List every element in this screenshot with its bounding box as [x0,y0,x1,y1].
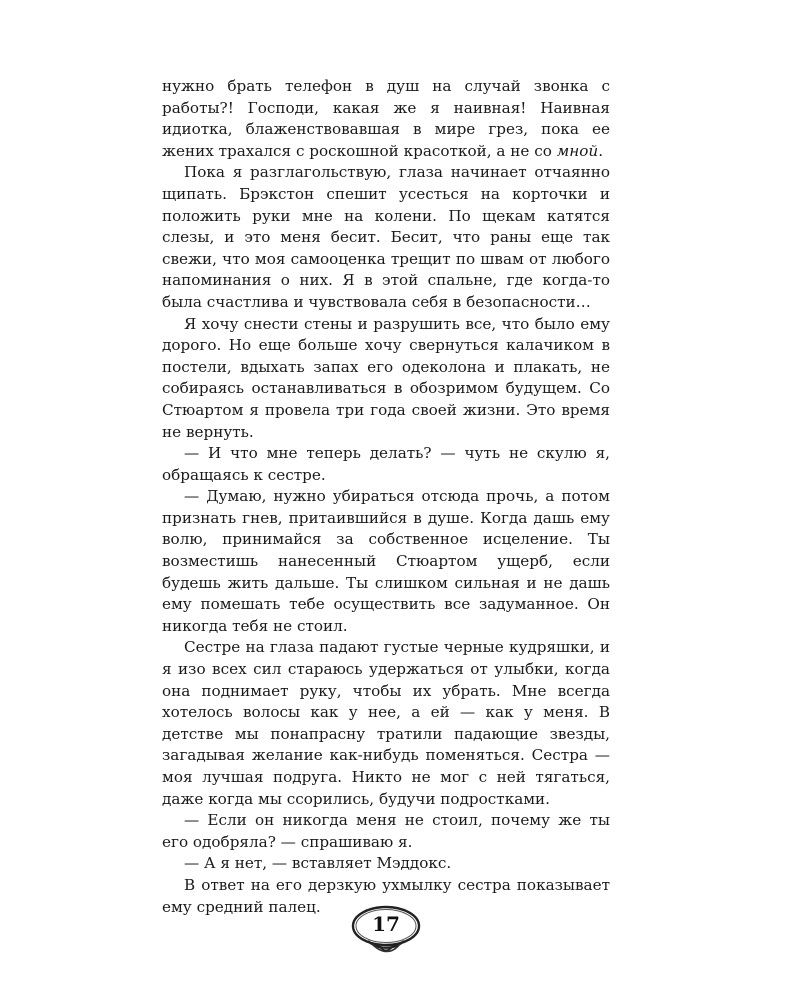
paragraph: — И что мне теперь делать? — чуть не скулю я, обращаясь к сестре. [162,444,610,484]
paragraph: Пока я разглагольствую, глаза начинает отчаянно щипать. Брэкстон спешит усесться на корточки и положить руки мне на колени. По щекам катятся слезы, и это меня бесит. Бесит, что раны еще так свежи, что моя самооценка трещит по швам от любого напоминания о них. Я в этой спальне, где когда-то была счастлива и чувствовала себя в безопасности… [162,163,610,311]
italic-text-run: мной [556,141,599,160]
paragraph: — Думаю, нужно убираться отсюда прочь, а потом признать гнев, притаившийся в душе. Когда дашь ему волю, принимайся за собственное исцеление. Ты возместишь нанесенный Стюартом ущерб, если будешь жить дальше. Ты слишком сильная и не дашь ему помешать тебе осуществить все задуманное. Он никогда тебя не стоил. [162,487,610,635]
paragraph: Сестре на глаза падают густые черные кудряшки, и я изо всех сил стараюсь удержаться от улыбки, когда она поднимает руку, чтобы их убрать. Мне всегда хотелось волосы как у нее, а ей — как у меня. В детстве мы понапрасну тратили падающие звезды, загадывая желание как-нибудь поменяться. Сестра — моя лучшая подруга. Никто не мог с ней тягаться, даже когда мы ссорились, будучи подростками. [162,638,610,808]
text-run: . [598,141,604,160]
paragraph: — А я нет, — вставляет Мэддокс. [184,854,452,873]
text-run: нужно брать телефон в душ на случай звонка с работы?! Господи, какая же я наивная! Наивная идиотка, блаженствовавшая в мире грез, пока ее жених трахался с роскошной красоткой, а не со [162,77,610,160]
paragraph: В ответ на его дерзкую ухмылку сестра показывает ему средний палец. [162,875,610,916]
page-number-badge [348,900,426,958]
paragraph: — Если он никогда меня не стоил, почему же ты его одобряла? — спрашиваю я. [162,811,610,851]
page-number: 17 [372,912,400,936]
paragraph [162,76,610,162]
paragraph: Я хочу снести стены и разрушить все, что было ему дорого. Но еще больше хочу свернуться калачиком в постели, вдыхать запах его одеколона и плакать, не собираясь останавливаться в обозримом будущем. Со Стюартом я провела три года своей жизни. Это время не вернуть. [162,314,610,441]
body-text [162,76,610,918]
